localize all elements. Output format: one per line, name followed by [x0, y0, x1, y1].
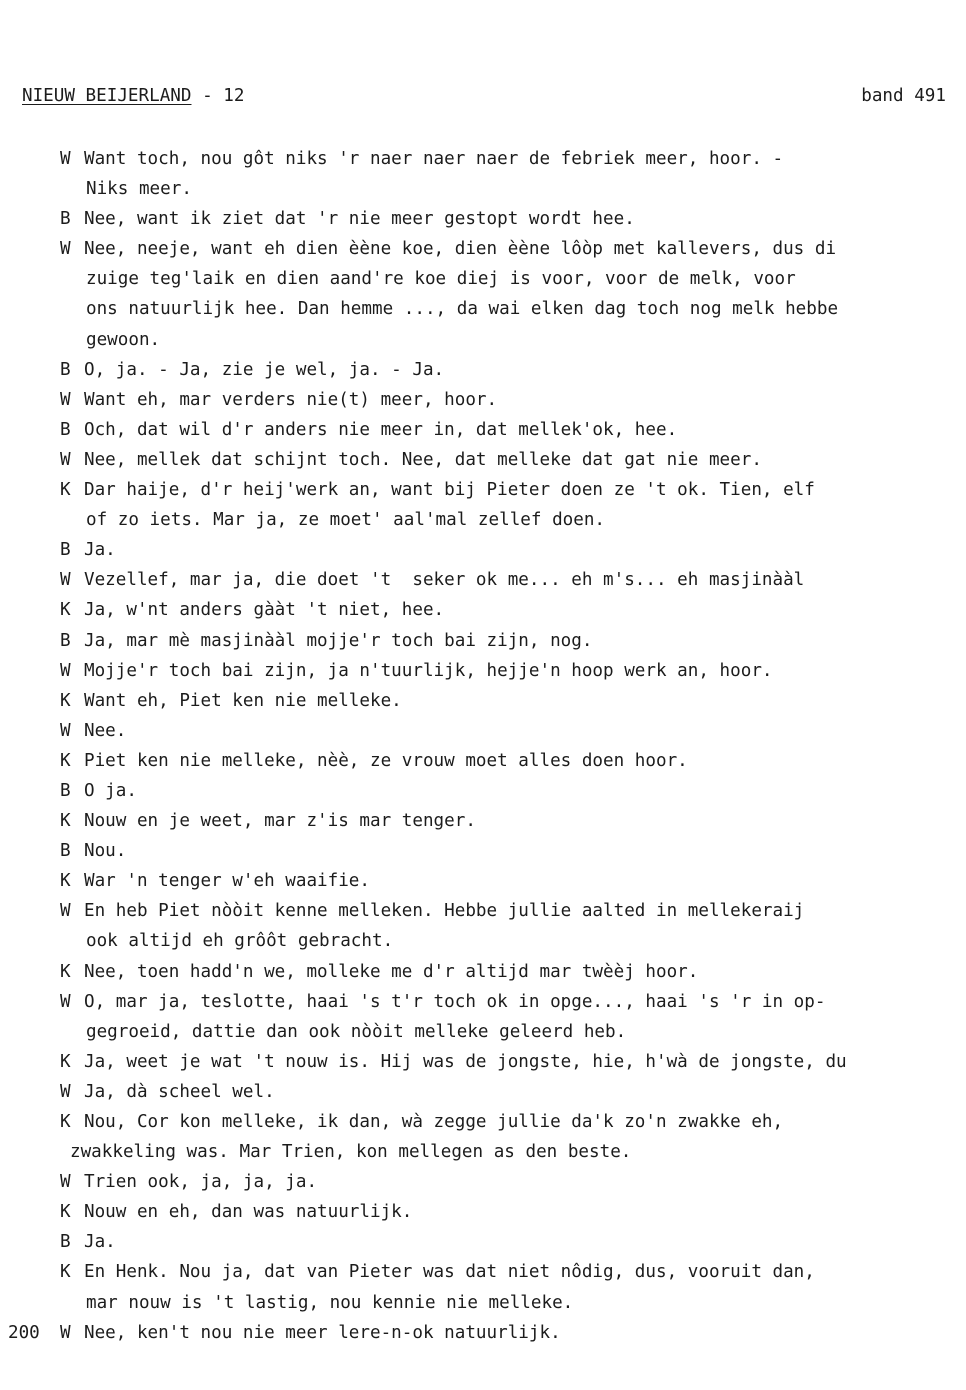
utterance-text: zuige teg'laik en dien aand're koe diej is voor, voor de melk, voor [86, 269, 796, 290]
utterance-text: gegroeid, dattie dan ook nòòit melleke geleerd heb. [86, 1021, 627, 1042]
speaker-label: W [60, 1322, 71, 1343]
transcript-line [0, 746, 966, 776]
header-place: NIEUW BEIJERLAND [22, 86, 192, 106]
utterance-text: Nee, neeje, want eh dien èène koe, dien èène lôòp met kallevers, dus di [84, 239, 837, 260]
utterance-text: Want eh, Piet ken nie melleke. [84, 690, 402, 711]
speaker-label: W [60, 660, 71, 681]
utterance-text: Trien ook, ja, ja, ja. [84, 1172, 318, 1193]
speaker-label: W [60, 720, 71, 741]
transcript-line [0, 325, 966, 355]
utterance-text: War 'n tenger w'eh waaifie. [84, 871, 370, 892]
transcript-line [0, 565, 966, 595]
utterance-text: Ja, dà scheel wel. [84, 1081, 275, 1102]
speaker-label: W [60, 239, 71, 260]
transcript-line [0, 1017, 966, 1047]
transcript-line [0, 686, 966, 716]
speaker-label: K [60, 690, 71, 711]
utterance-text: Nee, ken't nou nie meer lere-n-ok natuurlijk. [84, 1322, 561, 1343]
transcript-line [0, 836, 966, 866]
utterance-text: Ja, weet je wat 't nouw is. Hij was de jongste, hie, h'wà de jongste, du [84, 1051, 847, 1072]
transcript-line [0, 1227, 966, 1257]
transcript-line [0, 806, 966, 836]
transcript-line [0, 987, 966, 1017]
utterance-text: En Henk. Nou ja, dat van Pieter was dat niet nôdig, dus, vooruit dan, [84, 1262, 815, 1283]
utterance-text: Nee, want ik ziet dat 'r nie meer gestopt wordt hee. [84, 209, 635, 230]
speaker-label: K [60, 1262, 71, 1283]
utterance-text: Ja. [84, 540, 116, 561]
speaker-label: K [60, 1202, 71, 1223]
transcript-line [0, 896, 966, 926]
utterance-text: Dar haije, d'r heij'werk an, want bij Pieter doen ze 't ok. Tien, elf [84, 480, 815, 501]
transcript-line [0, 626, 966, 656]
transcript-line [0, 656, 966, 686]
speaker-label: K [60, 1051, 71, 1072]
speaker-label: W [60, 449, 71, 470]
utterance-text: Mojje'r toch bai zijn, ja n'tuurlijk, hejje'n hoop werk an, hoor. [84, 660, 773, 681]
transcript-line [0, 204, 966, 234]
transcript-line [0, 174, 966, 204]
utterance-text: Want toch, nou gôt niks 'r naer naer naer de febriek meer, hoor. - [84, 149, 784, 169]
transcript-line [0, 926, 966, 956]
transcript-line [0, 475, 966, 505]
speaker-label: W [60, 149, 71, 169]
transcript-line [0, 234, 966, 264]
transcript-line [0, 294, 966, 324]
utterance-text: Nee, mellek dat schijnt toch. Nee, dat melleke dat gat nie meer. [84, 449, 762, 470]
transcript-line [0, 1077, 966, 1107]
transcript-line [0, 1288, 966, 1318]
transcript-line [0, 1197, 966, 1227]
utterance-text: of zo iets. Mar ja, ze moet' aal'mal zellef doen. [86, 510, 606, 531]
utterance-text: Nouw en je weet, mar z'is mar tenger. [84, 811, 476, 832]
header-title [22, 84, 244, 108]
header-page-number: - 12 [191, 86, 245, 106]
transcript-line [0, 355, 966, 385]
speaker-label: K [60, 961, 71, 982]
transcript-line [0, 1257, 966, 1287]
utterance-text: Ja, mar mè masjinààl mojje'r toch bai zijn, nog. [84, 630, 593, 651]
page-header [22, 84, 946, 108]
utterance-text: Piet ken nie melleke, nèè, ze vrouw moet alles doen hoor. [84, 750, 688, 771]
speaker-label: K [60, 750, 71, 771]
utterance-text: Nou, Cor kon melleke, ik dan, wà zegge jullie da'k zo'n zwakke eh, [84, 1112, 784, 1132]
utterance-text: ook altijd eh grôôt gebracht. [86, 931, 394, 952]
transcript-line [0, 957, 966, 987]
utterance-text: Ja, w'nt anders gààt 't niet, hee. [84, 600, 445, 621]
speaker-label: K [60, 600, 71, 621]
speaker-label: K [60, 480, 71, 501]
transcript-line [0, 445, 966, 475]
utterance-text: O, mar ja, teslotte, haai 's t'r toch ok in opge..., haai 's 'r in op- [84, 991, 826, 1012]
speaker-label: W [60, 901, 71, 922]
speaker-label: K [60, 871, 71, 892]
transcript-line [0, 595, 966, 625]
utterance-text: O ja. [84, 780, 137, 801]
speaker-label: B [60, 630, 71, 651]
transcript-line [0, 1318, 966, 1348]
transcript-line [0, 866, 966, 896]
utterance-text: Och, dat wil d'r anders nie meer in, dat mellek'ok, hee. [84, 419, 678, 440]
utterance-text: Nee, toen hadd'n we, molleke me d'r altijd mar twèèj hoor. [84, 961, 699, 982]
speaker-label: B [60, 780, 71, 801]
speaker-label: B [60, 540, 71, 561]
transcript-line [0, 264, 966, 294]
transcript-line [0, 415, 966, 445]
utterance-text: En heb Piet nòòit kenne melleken. Hebbe jullie aalted in mellekeraij [84, 901, 805, 922]
transcript-line [0, 716, 966, 746]
transcript-line [0, 1107, 966, 1137]
transcript-line [0, 535, 966, 565]
transcript-line [0, 1137, 966, 1167]
header-band: band 491 [861, 86, 946, 106]
utterance-text: Nou. [84, 841, 127, 862]
utterance-text: ons natuurlijk hee. Dan hemme ..., da wai elken dag toch nog melk hebbe [86, 299, 839, 320]
utterance-text: Ja. [84, 1232, 116, 1253]
speaker-label: B [60, 419, 71, 440]
transcript-line [0, 385, 966, 415]
speaker-label: B [60, 359, 71, 380]
transcript-line [0, 1047, 966, 1077]
transcript-line [0, 505, 966, 535]
speaker-label: B [60, 1232, 71, 1253]
transcript-line [0, 776, 966, 806]
utterance-text: mar nouw is 't lastig, nou kennie nie melleke. [86, 1292, 574, 1313]
speaker-label: W [60, 389, 71, 410]
line-number: 200 [8, 1322, 40, 1343]
speaker-label: B [60, 841, 71, 862]
speaker-label: K [60, 811, 71, 832]
transcript-line [0, 1167, 966, 1197]
utterance-text: gewoon. [86, 329, 161, 350]
speaker-label: B [60, 209, 71, 230]
utterance-text: Nouw en eh, dan was natuurlijk. [84, 1202, 413, 1223]
speaker-label: W [60, 570, 71, 591]
utterance-text: Niks meer. [86, 179, 192, 200]
utterance-text: zwakkeling was. Mar Trien, kon mellegen as den beste. [70, 1142, 632, 1163]
speaker-label: W [60, 1172, 71, 1193]
utterance-text: Vezellef, mar ja, die doet 't seker ok me... eh m's... eh masjinààl [84, 570, 805, 591]
speaker-label: K [60, 1112, 71, 1132]
speaker-label: W [60, 1081, 71, 1102]
speaker-label: W [60, 991, 71, 1012]
transcript-line [0, 144, 966, 174]
utterance-text: O, ja. - Ja, zie je wel, ja. - Ja. [84, 359, 445, 380]
utterance-text: Want eh, mar verders nie(t) meer, hoor. [84, 389, 498, 410]
transcript [0, 144, 966, 1348]
utterance-text: Nee. [84, 720, 127, 741]
